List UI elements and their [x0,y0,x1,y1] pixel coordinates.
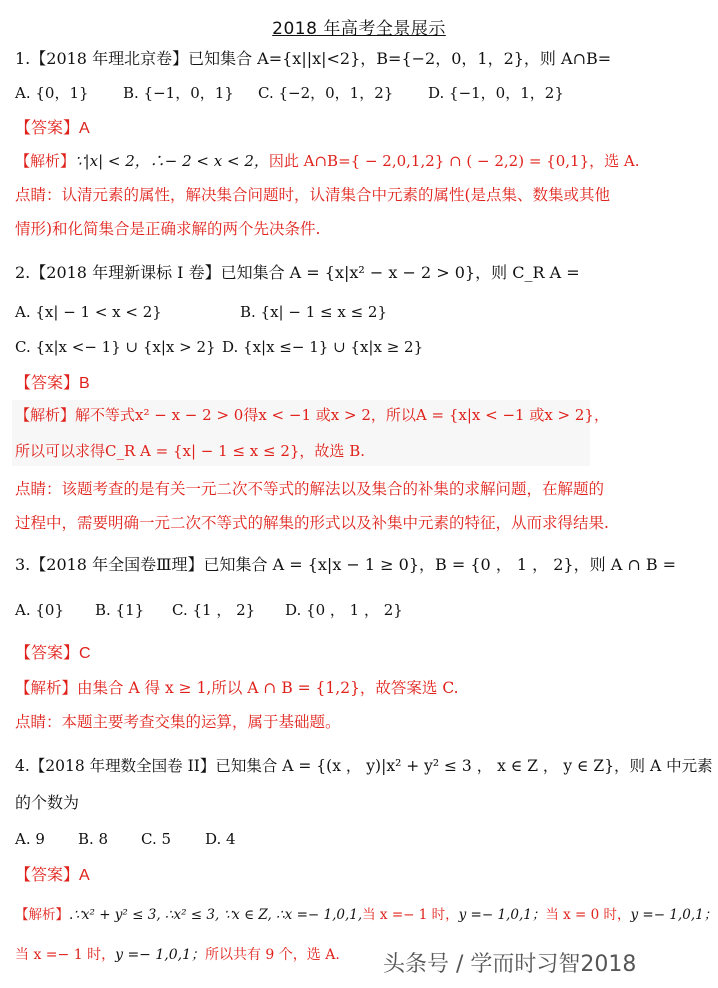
watermark: 头条号 / 学而时习智2018 [383,952,637,977]
question-3-option-d: D. {0 ， 1 ， 2} [285,601,403,619]
answer-label: 【答案】 [15,373,80,392]
question-3-option-b: B. {1} [95,601,145,619]
answer-label: 【答案】 [15,118,80,137]
question-4-solution-line-1 [15,904,718,926]
question-3-option-c: C. {1 ， 2} [172,601,256,619]
question-4-option-d: D. 4 [205,830,236,848]
solution-case-1: 当 x =− 1 时， [362,907,459,923]
question-2-option-c: C. {x|x <− 1} ∪ {x|x > 2} [15,338,216,356]
answer-value: B [79,375,90,392]
question-3-stem: 3.【2018 年全国卷Ⅲ理】已知集合 A = {x|x − 1 ≥ 0}，B = {0 ， 1 ， 2}，则 A ∩ B = [15,555,677,574]
question-1-tip-line-2: 情形)和化简集合是正确求解的两个先决条件. [15,220,321,238]
solution-text: 由集合 A 得 x ≥ 1,所以 A ∩ B = {1,2}，故答案选 C. [77,679,459,697]
question-2-tip-line-1: 点睛：该题考查的是有关一元二次不等式的解法以及集合的补集的求解问题，在解题的 [15,480,605,498]
question-2-solution-line-1: 【解析】解不等式x² − x − 2 > 0得x < −1 或x > 2，所以A = {x|x < −1 或x > 2}， [15,406,609,424]
solution-conclusion: 所以共有 9 个，选 A. [204,947,340,963]
question-4-answer [15,864,704,887]
answer-label: 【答案】 [15,865,80,884]
question-4-option-c: C. 5 [141,830,172,848]
solution-math: ∵|x| < 2，∴− 2 < x < 2， [75,152,269,170]
answer-label: 【答案】 [15,643,80,662]
solution-conclusion: 因此 A∩B={ − 2,0,1,2} ∩ ( − 2,2) = {0,1}，选 A. [268,152,640,170]
answer-value: A [79,867,90,884]
question-1-answer [15,117,704,140]
answer-value: A [79,120,90,137]
question-1-solution [15,150,704,172]
solution-values-3: y =− 1,0,1； [115,947,205,963]
question-1-option-b: B. {−1，0，1} [123,84,234,102]
solution-label: 【解析】 [15,907,69,923]
solution-values-1: y =− 1,0,1； [458,907,546,923]
question-2-option-b: B. {x| − 1 ≤ x ≤ 2} [240,303,388,321]
question-4-stem-line-1: 4.【2018 年理数全国卷 II】已知集合 A = {(x ， y)|x² + y² ≤ 3 ， x ∈ Z ， y ∈ Z}，则 A 中元素 [15,757,713,775]
question-3-tip: 点睛：本题主要考查交集的运算，属于基础题。 [15,713,341,731]
question-3-option-a: A. {0} [15,601,64,619]
question-3-answer [15,642,704,665]
question-2-answer [15,372,704,395]
question-1-stem: 1.【2018 年理北京卷】已知集合 A={x||x|<2}，B={−2，0，1，2}，则 A∩B= [15,49,612,68]
question-1-tip-line-1: 点睛：认清元素的属性，解决集合问题时，认清集合中元素的属性(是点集、数集或其他 [15,186,611,204]
question-2-option-d: D. {x|x ≤− 1} ∪ {x|x ≥ 2} [222,338,424,356]
question-4-option-a: A. 9 [15,830,45,848]
solution-math-1: .∵x² + y² ≤ 3, ∴x² ≤ 3, ∵x ∈ Z, ∴x =− 1,0,1, [69,907,363,923]
question-3-solution [15,677,704,699]
answer-value: C [79,645,91,662]
solution-case-2: 当 x = 0 时， [545,907,631,923]
question-1-option-d: D. {−1，0，1，2} [428,84,564,102]
solution-values-2: y =− 1,0,1； [630,907,718,923]
question-1-option-c: C. {−2，0，1，2} [258,84,394,102]
solution-label: 【解析】 [15,152,76,170]
question-2-option-a: A. {x| − 1 < x < 2} [15,303,162,321]
question-4-option-b: B. 8 [78,830,109,848]
question-2-tip-line-2: 过程中，需要明确一元二次不等式的解集的形式以及补集中元素的特征，从而求得结果. [15,514,609,532]
solution-label: 【解析】 [15,679,78,697]
question-4-stem-line-2: 的个数为 [15,793,80,812]
question-2-stem: 2.【2018 年理新课标 I 卷】已知集合 A = {x|x² − x − 2 > 0}，则 C_R A = [15,263,580,282]
solution-case-3: 当 x =− 1 时， [15,947,116,963]
question-2-solution-line-2: 所以可以求得C_R A = {x| − 1 ≤ x ≤ 2}，故选 B. [15,442,365,460]
question-1-option-a: A. {0，1} [15,84,89,102]
page-title: 2018 年高考全景展示 [272,19,446,39]
